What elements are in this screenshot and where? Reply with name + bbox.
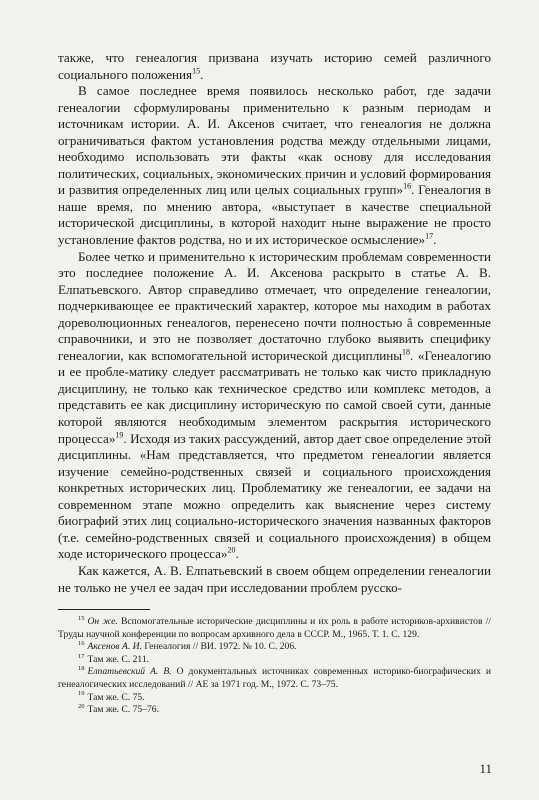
footnote-author: Елпатьевский А. В. bbox=[87, 666, 172, 678]
paragraph-1-text: также, что генеалогия призвана изучать историю семей различного социального положения bbox=[58, 50, 491, 82]
paragraph-4-text: Как кажется, А. В. Елпатьевский в своем общем определении генеалогии не только не учел ее задач при исследовании проблем русско- bbox=[58, 562, 491, 595]
page-number: 11 bbox=[479, 761, 492, 776]
paragraph-1 bbox=[58, 50, 491, 83]
footnote-text: О документальных источниках современных историко-биографических и генеалогических исследований // АЕ за 1971 год. М., 1972. С. 73–75. bbox=[58, 666, 492, 690]
footnote-author: Аксенов А. И. bbox=[87, 641, 142, 653]
footnote-number: 15 bbox=[78, 614, 85, 622]
footnote-ref-18: 18 bbox=[402, 347, 411, 357]
footnote-number: 18 bbox=[78, 665, 85, 673]
footnote-ref-15: 15 bbox=[192, 66, 201, 76]
footnote-19 bbox=[58, 692, 491, 705]
paragraph-1-tail: . bbox=[200, 66, 204, 82]
paragraph-4 bbox=[58, 563, 491, 596]
footnote-15 bbox=[58, 616, 491, 641]
footnote-number: 19 bbox=[78, 690, 85, 698]
footnote-number: 17 bbox=[78, 652, 85, 660]
footnote-18 bbox=[58, 666, 491, 691]
paragraph-3-part-a: Более четко и применительно к историческим проблемам современности это последнее положение А. И. Аксенова раскрыто в статье А. В. Елпатьевского. Автор справедливо отмечает, что определение генеалогии, подчеркивающее ее практический характер, которое мы находим в работах дореволюционных генеалогов, перенесено почти полностью â современные справочники, и это не позволяет достаточно глубоко выявить специфику генеалогии, как вспомогательной исторической дисциплины bbox=[58, 248, 491, 363]
footnote-text: Там же. С. 75. bbox=[87, 691, 145, 703]
footnote-16 bbox=[58, 641, 491, 654]
footnote-ref-16: 16 bbox=[403, 182, 412, 192]
paragraph-3-part-c: . Исходя из таких рассуждений, автор дает свое определение этой дисциплины. «Нам представляется, что предметом генеалогии является изучение семейно-родственных связей и социального происхождения конкретных исторических лиц. Проблематику же генеалогии, ее задачи на современном этапе можно определить как выяснение через систему биографий этих лиц социально-исторического значения названных факторов (т.е. семейно-родственных связей и социального происхождения) в общем ходе исторического процесса» bbox=[58, 430, 491, 562]
footnote-20 bbox=[58, 704, 491, 717]
footnote-number: 16 bbox=[78, 640, 85, 647]
paragraph-2-part-a: В самое последнее время появилось несколько работ, где задачи генеалогии сформулированы применительно к разным периодам и источникам истории. А. И. Аксенов считает, что генеалогия не должна ограничиваться фактом установления родства между отдельными лицами, необходимо использовать эти факты «как основу для исследования политических, социальных, экономических причин и условий формирования и развития определенных лиц или целых социальных групп» bbox=[58, 83, 491, 198]
paragraph-3 bbox=[58, 249, 491, 563]
footnote-number: 20 bbox=[78, 702, 85, 710]
paragraph-2-part-c: . bbox=[433, 232, 437, 248]
footnotes bbox=[58, 616, 491, 717]
footnote-ref-17: 17 bbox=[425, 231, 434, 241]
footnote-ref-19: 19 bbox=[115, 430, 124, 440]
footnote-text: Генеалогия // ВИ. 1972. № 10. С. 206. bbox=[141, 641, 297, 653]
footnote-text: Там же. С. 75–76. bbox=[87, 704, 159, 716]
footnote-17 bbox=[58, 654, 491, 667]
footnote-ref-20: 20 bbox=[227, 546, 236, 556]
paragraph-3-part-b: . «Генеалогию и ее пробле-матику следует рассматривать не только как чисто прикладную дисциплину, не только как техническое средство или комплекс методов, а представить ее как дисциплину историческую по самой своей сути, данные которой являются необходимым элементом раскрытия исторического процесса» bbox=[58, 347, 492, 446]
footnote-author: Он же. bbox=[87, 616, 118, 627]
main-text bbox=[58, 50, 491, 596]
footnote-text: Там же. С. 211. bbox=[87, 653, 150, 665]
paragraph-2 bbox=[58, 83, 491, 248]
footnote-text: Вспомогательные исторические дисциплины и их роль в работе историков-архивистов // Труды научной конференции по вопросам архивного дела в СССР. М., 1965. Т. 1. С. 129. bbox=[58, 616, 492, 640]
footnote-divider bbox=[58, 609, 150, 610]
paragraph-3-part-d: . bbox=[235, 546, 239, 562]
paragraph-2-part-b: . Генеалогия в наше время, по мнению автора, «выступает в качестве специальной исторической дисциплины, в которой находит ныне выражение не просто установление фактов родства, но и их историческое осмысление» bbox=[58, 182, 491, 248]
